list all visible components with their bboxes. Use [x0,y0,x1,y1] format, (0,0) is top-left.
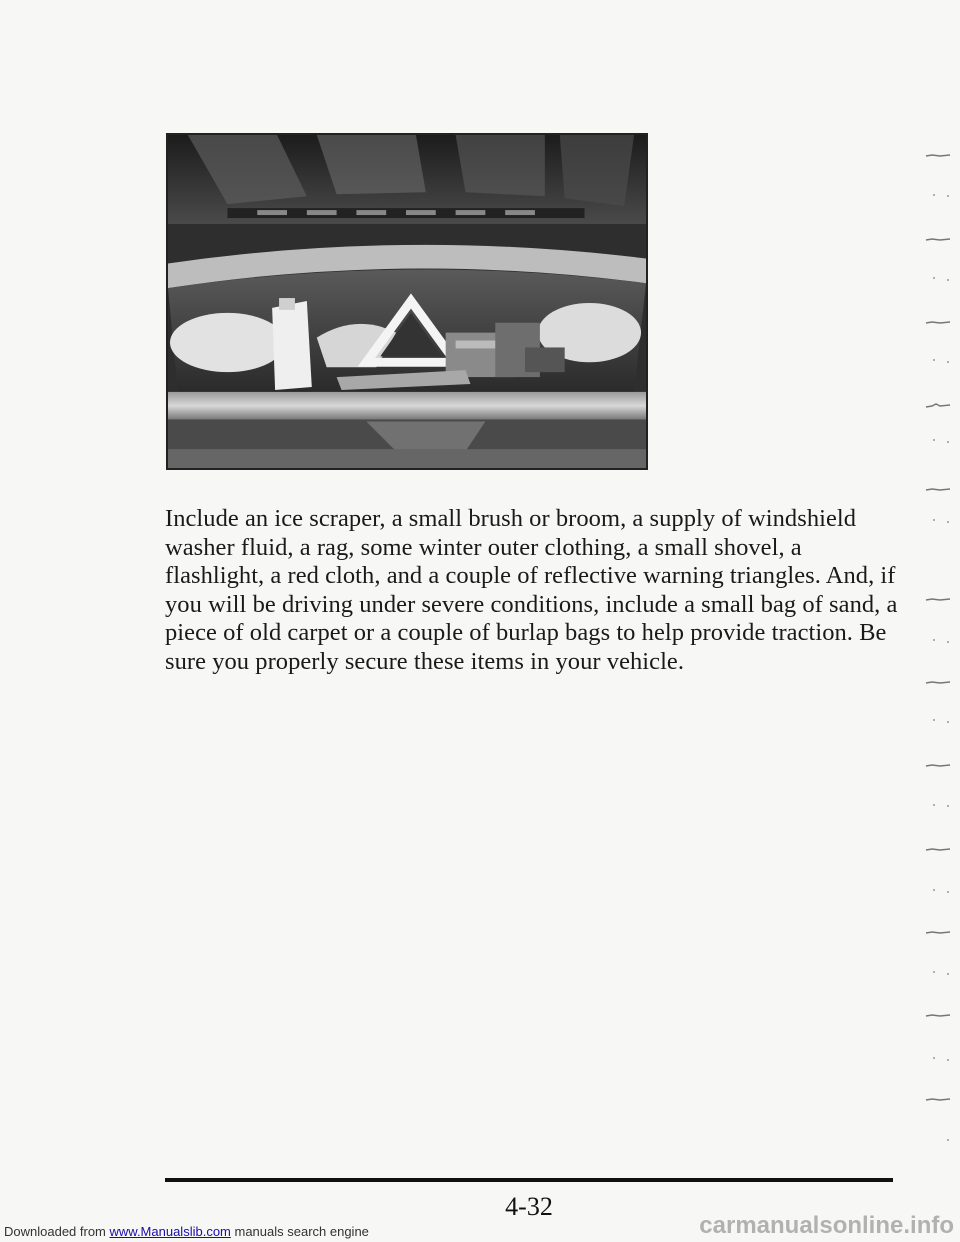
watermark: carmanualsonline.info [699,1212,954,1239]
car-trunk-illustration [168,135,646,468]
download-credit-prefix: Downloaded from [4,1224,110,1239]
page-number: 4-32 [505,1192,553,1221]
instruction-paragraph: Include an ice scraper, a small brush or broom, a supply of windshield washer fluid, a rag, some winter outer clothing, a small shovel, a flashlight, a red cloth, and a couple of reflective warning triangles. And, if you will be driving under severe conditions, include a small bag of sand, a piece of old carpet or a couple of burlap bags to help provide traction. Be sure you properly secure these items in your vehicle. [165,505,898,675]
footer-rule [165,1178,893,1182]
manualslib-link[interactable]: www.Manualslib.com [109,1224,231,1239]
trunk-photo [166,133,648,470]
download-credit [4,1224,369,1239]
download-credit-suffix: manuals search engine [230,1224,369,1239]
page-edge-marks [912,0,960,1242]
